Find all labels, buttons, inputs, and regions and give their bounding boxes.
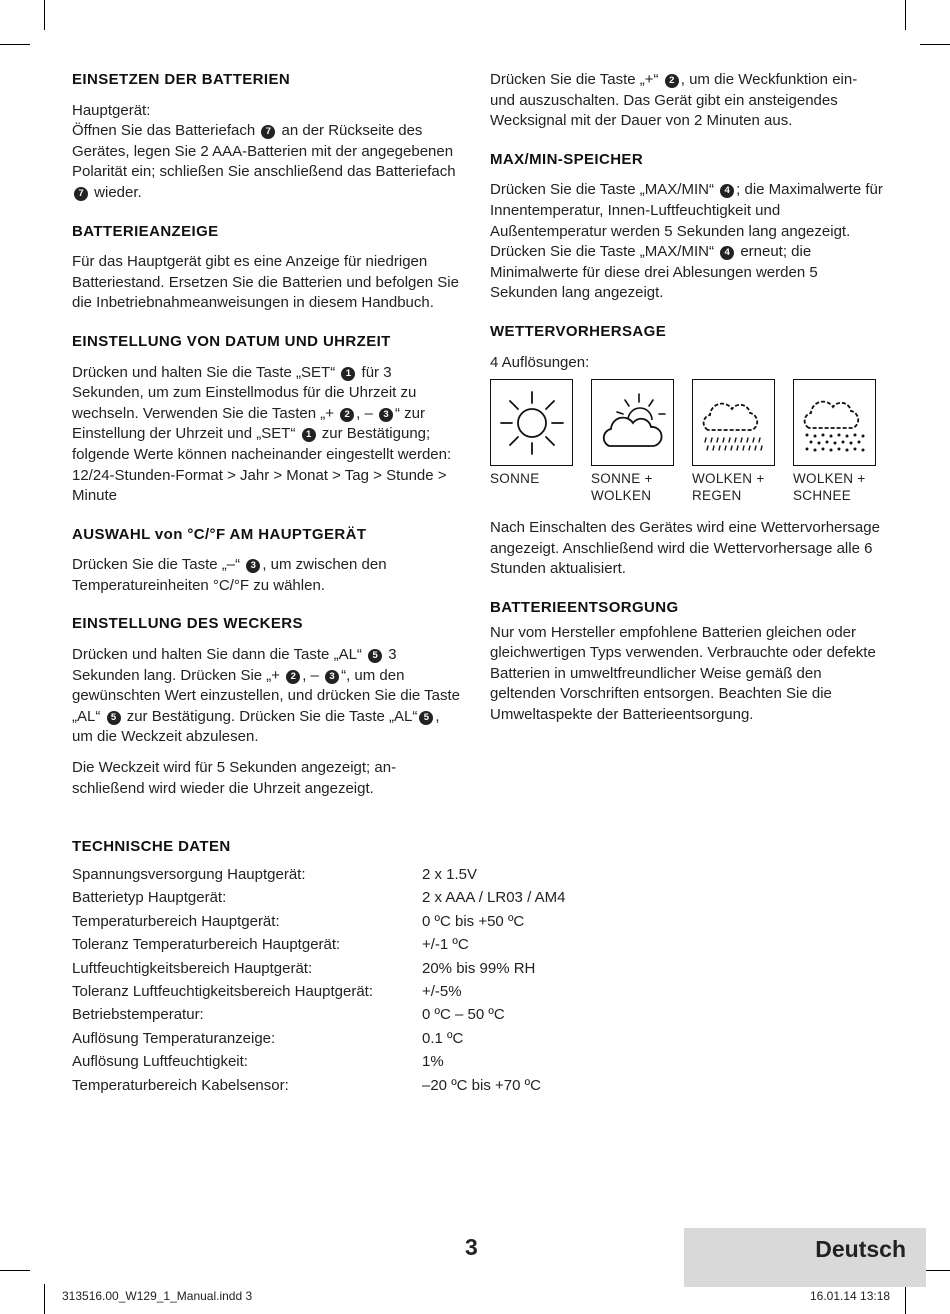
section-heading: WETTERVORHERSAGE bbox=[490, 322, 667, 340]
section-heading: TECHNISCHE DATEN bbox=[72, 838, 231, 855]
weather-item-wolken-schnee bbox=[793, 379, 876, 504]
paragraph: Öffnen Sie das Batteriefach 7 an der Rückseite des Gerätes, legen Sie 2 AAA-Batterien mit der angegebenen Polarität ein; schließen Sie anschließend das Batteriefach 7 wieder. bbox=[72, 122, 456, 201]
number-marker: 1 bbox=[341, 367, 355, 381]
tech-row: Betriebstemperatur: 0 ºC – 50 ºC bbox=[72, 1006, 505, 1024]
section-heading: BATTERIEANZEIGE bbox=[72, 222, 219, 240]
section-cf bbox=[72, 525, 462, 597]
paragraph: Drücken und halten Sie dann die Taste „AL“ 5 3 Sekunden lang. Drücken Sie „+ 2 , – 3 “, um den gewünschten Wert einzustellen, und drücken Sie die Taste „AL“ 5 zur Bestätigung. Drücken Sie die Taste „AL“ 5 , um die Weckzeit abzulesen. bbox=[72, 646, 461, 746]
section-heading: EINSETZEN DER BATTERIEN bbox=[72, 71, 291, 88]
page-number: 3 bbox=[465, 1234, 478, 1260]
section-batterieanzeige bbox=[72, 222, 462, 314]
crop-mark bbox=[0, 1270, 30, 1271]
weather-label: SONNE + WOLKEN bbox=[591, 471, 653, 504]
tech-row: Auflösung Temperaturanzeige: 0.1 ºC bbox=[72, 1029, 464, 1047]
number-marker: 5 bbox=[107, 711, 121, 725]
section-wetter bbox=[490, 322, 885, 580]
tech-row: Temperaturbereich Kabelsensor: –20 ºC bis +70 ºC bbox=[72, 1076, 541, 1094]
number-marker: 2 bbox=[340, 408, 354, 422]
number-marker: 5 bbox=[368, 649, 382, 663]
cloud-rain-icon bbox=[692, 379, 775, 466]
tech-table bbox=[72, 863, 672, 1097]
tech-row: Temperaturbereich Hauptgerät: 0 ºC bis +50 ºC bbox=[72, 912, 525, 930]
paragraph: Die Weckzeit wird für 5 Sekunden angezeigt; anschließend wird wieder die Uhrzeit angezeigt. bbox=[72, 759, 397, 797]
paragraph: Nur vom Hersteller empfohlene Batterien gleichen oder gleichwertigen Typs verwenden. Verbrauchte oder defekte Batterien in umweltfreundlicher Weise gemäß den geltenden Vorschriften entsorgen. Beachten Sie die Umweltaspekte der Batterieentsorgung. bbox=[490, 623, 876, 723]
paragraph: Drücken Sie die Taste „MAX/MIN“ 4 ; die Maximalwerte für Innentemperatur, Innen-Luftfeuchtigkeit und Außentemperatur werden 5 Sekunden lang angezeigt. Drücken Sie die Taste „MAX/MIN“ 4 erneut; die Minimalwerte für diese drei Ablesungen werden 5 Sekunden lang angezeigt. bbox=[490, 181, 883, 302]
number-marker: 3 bbox=[325, 670, 339, 684]
section-wecker bbox=[72, 614, 462, 799]
crop-mark bbox=[0, 44, 30, 45]
section-heading: MAX/MIN-SPEICHER bbox=[490, 150, 644, 168]
paragraph: Drücken Sie die Taste „–“ 3 , um zwischen den Temperatureinheiten °C/°F zu wählen. bbox=[72, 556, 387, 594]
section-heading: EINSTELLUNG DES WECKERS bbox=[72, 615, 303, 633]
number-marker: 2 bbox=[665, 74, 679, 88]
tech-data-section bbox=[72, 838, 672, 1097]
paragraph: 4 Auflösungen: bbox=[490, 353, 590, 371]
file-slug: 313516.00_W129_1_Manual.indd 3 bbox=[62, 1289, 253, 1303]
number-marker: 7 bbox=[74, 187, 88, 201]
tech-row: Luftfeuchtigkeitsbereich Hauptgerät: 20% bis 99% RH bbox=[72, 959, 536, 977]
section-maxmin bbox=[490, 150, 885, 304]
left-column bbox=[72, 70, 462, 817]
number-marker: 4 bbox=[720, 246, 734, 260]
number-marker: 3 bbox=[246, 559, 260, 573]
sun-cloud-icon bbox=[591, 379, 674, 466]
tech-row: Toleranz Luftfeuchtigkeitsbereich Hauptgerät: +/-5% bbox=[72, 983, 462, 1001]
paragraph: Drücken Sie die Taste „+“ 2 , um die Weckfunktion ein- und auszuschalten. Das Gerät gibt ein ansteigendes Wecksignal mit der Dauer von 2 Minuten aus. bbox=[490, 71, 858, 130]
section-entsorgung bbox=[490, 598, 885, 726]
weather-item-sonne bbox=[490, 379, 573, 504]
weather-label: WOLKEN + SCHNEE bbox=[793, 471, 866, 504]
language-tab bbox=[684, 1228, 926, 1287]
sun-icon bbox=[490, 379, 573, 466]
paragraph: Für das Hauptgerät gibt es eine Anzeige für niedrigen Batteriestand. Ersetzen Sie die Batterien und befolgen Sie die Inbetriebnahmeanweisungen in diesem Handbuch. bbox=[72, 253, 459, 312]
date-slug: 16.01.14 13:18 bbox=[810, 1289, 891, 1303]
weather-label: WOLKEN + REGEN bbox=[692, 471, 765, 504]
number-marker: 1 bbox=[302, 428, 316, 442]
paragraph: Drücken und halten Sie die Taste „SET“ 1 für 3 Sekunden, um zum Einstellmodus für die Uhrzeit zu wechseln. Verwenden Sie die Tasten „+ 2 , – 3 “ zur Einstellung der Uhrzeit und „SET“ 1 zur Bestätigung; folgende Werte können nacheinander eingestellt werden: 12/24-Stunden-Format > Jahr > Monat > Tag > Stunde > Minute bbox=[72, 363, 452, 505]
section-heading: AUSWAHL von °C/°F AM HAUPTGERÄT bbox=[72, 525, 367, 543]
section-heading: EINSTELLUNG VON DATUM UND UHRZEIT bbox=[72, 332, 391, 350]
tech-row: Auflösung Luftfeuchtigkeit: 1% bbox=[72, 1053, 444, 1071]
language-label: Deutsch bbox=[815, 1236, 906, 1262]
number-marker: 4 bbox=[720, 184, 734, 198]
number-marker: 7 bbox=[261, 125, 275, 139]
paragraph: Nach Einschalten des Gerätes wird eine Wettervorhersage angezeigt. Anschließend wird die Wettervorhersage alle 6 Stunden aktualisiert. bbox=[490, 519, 880, 578]
cloud-snow-icon bbox=[793, 379, 876, 466]
tech-row: Spannungsversorgung Hauptgerät: 2 x 1.5V bbox=[72, 866, 478, 883]
number-marker: 2 bbox=[286, 670, 300, 684]
crop-mark bbox=[44, 0, 45, 30]
paragraph: Hauptgerät: bbox=[72, 101, 151, 119]
weather-item-sonne-wolken bbox=[591, 379, 674, 504]
crop-mark bbox=[44, 1284, 45, 1314]
weather-icons-row bbox=[490, 379, 885, 504]
section-batterien bbox=[72, 70, 462, 204]
number-marker: 5 bbox=[419, 711, 433, 725]
section-datum bbox=[72, 332, 462, 507]
crop-mark bbox=[905, 0, 906, 30]
weather-label: SONNE bbox=[490, 471, 540, 487]
number-marker: 3 bbox=[379, 408, 393, 422]
crop-mark bbox=[920, 44, 950, 45]
section-heading: BATTERIEENTSORGUNG bbox=[490, 598, 679, 616]
right-column bbox=[490, 70, 885, 743]
tech-row: Toleranz Temperaturbereich Hauptgerät: +/-1 ºC bbox=[72, 936, 469, 954]
tech-row: Batterietyp Hauptgerät: 2 x AAA / LR03 / AM4 bbox=[72, 889, 566, 907]
crop-mark bbox=[905, 1284, 906, 1314]
weather-item-wolken-regen bbox=[692, 379, 775, 504]
section-weckfunktion bbox=[490, 70, 885, 132]
